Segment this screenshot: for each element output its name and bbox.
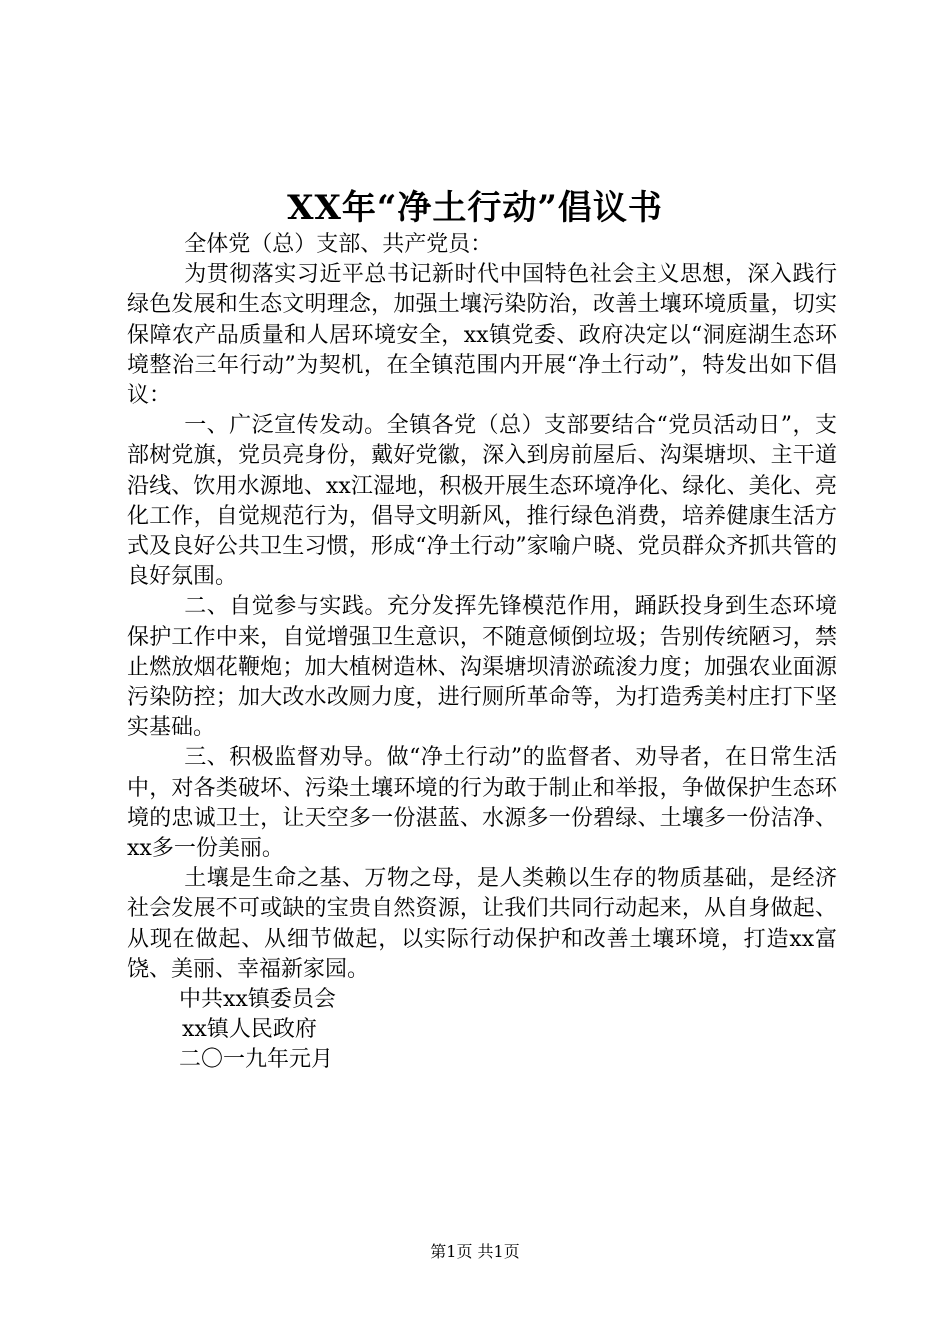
point-one-paragraph: 一、广泛宣传发动。全镇各党（总）支部要结合“党员活动日”，支部树党旗，党员亮身份，戴好党徽，深入到房前屋后、沟渠塘坝、主干道沿线、饮用水源地、xx江湿地，积极开展生态环境净化、绿化、美化、亮化工作，自觉规范行为，倡导文明新风，推行绿色消费，培养健康生活方式及良好公共卫生习惯，形成“净土行动”家喻户晓、党员群众齐抓共管的良好氛围。 xyxy=(127,413,837,590)
signature-date: 二〇一九年元月 xyxy=(179,1047,334,1073)
page-number-footer: 第1页 共1页 xyxy=(430,1242,520,1261)
signature-government: xx镇人民政府 xyxy=(182,1017,317,1043)
point-two-paragraph: 二、自觉参与实践。充分发挥先锋模范作用，踊跃投身到生态环境保护工作中来，自觉增强卫生意识，不随意倾倒垃圾；告别传统陋习，禁止燃放烟花鞭炮；加大植树造林、沟渠塘坝清淤疏浚力度；加强农业面源污染防控；加大改水改厕力度，进行厕所革命等，为打造秀美村庄打下坚实基础。 xyxy=(127,594,837,741)
salutation: 全体党（总）支部、共产党员： xyxy=(184,232,493,257)
signature-party-committee: 中共xx镇委员会 xyxy=(179,987,336,1013)
closing-paragraph: 土壤是生命之基、万物之母，是人类赖以生存的物质基础，是经济社会发展不可或缺的宝贵自然资源，让我们共同行动起来，从自身做起、从现在做起、从细节做起，以实际行动保护和改善土壤环境，打造xx富饶、美丽、幸福新家园。 xyxy=(127,866,837,982)
document-body xyxy=(127,230,837,1076)
document-title: XX年“净土行动”倡议书 xyxy=(287,188,663,228)
intro-paragraph: 为贯彻落实习近平总书记新时代中国特色社会主义思想，深入践行绿色发展和生态文明理念，加强土壤污染防治，改善土壤环境质量，切实保障农产品质量和人居环境安全，xx镇党委、政府决定以“洞庭湖生态环境整治三年行动”为契机，在全镇范围内开展“净土行动”，特发出如下倡议： xyxy=(127,262,837,409)
point-three-paragraph: 三、积极监督劝导。做“净土行动”的监督者、劝导者，在日常生活中，对各类破坏、污染土壤环境的行为敢于制止和举报，争做保护生态环境的忠诚卫士，让天空多一份湛蓝、水源多一份碧绿、土壤多一份洁净、xx多一份美丽。 xyxy=(127,745,837,862)
